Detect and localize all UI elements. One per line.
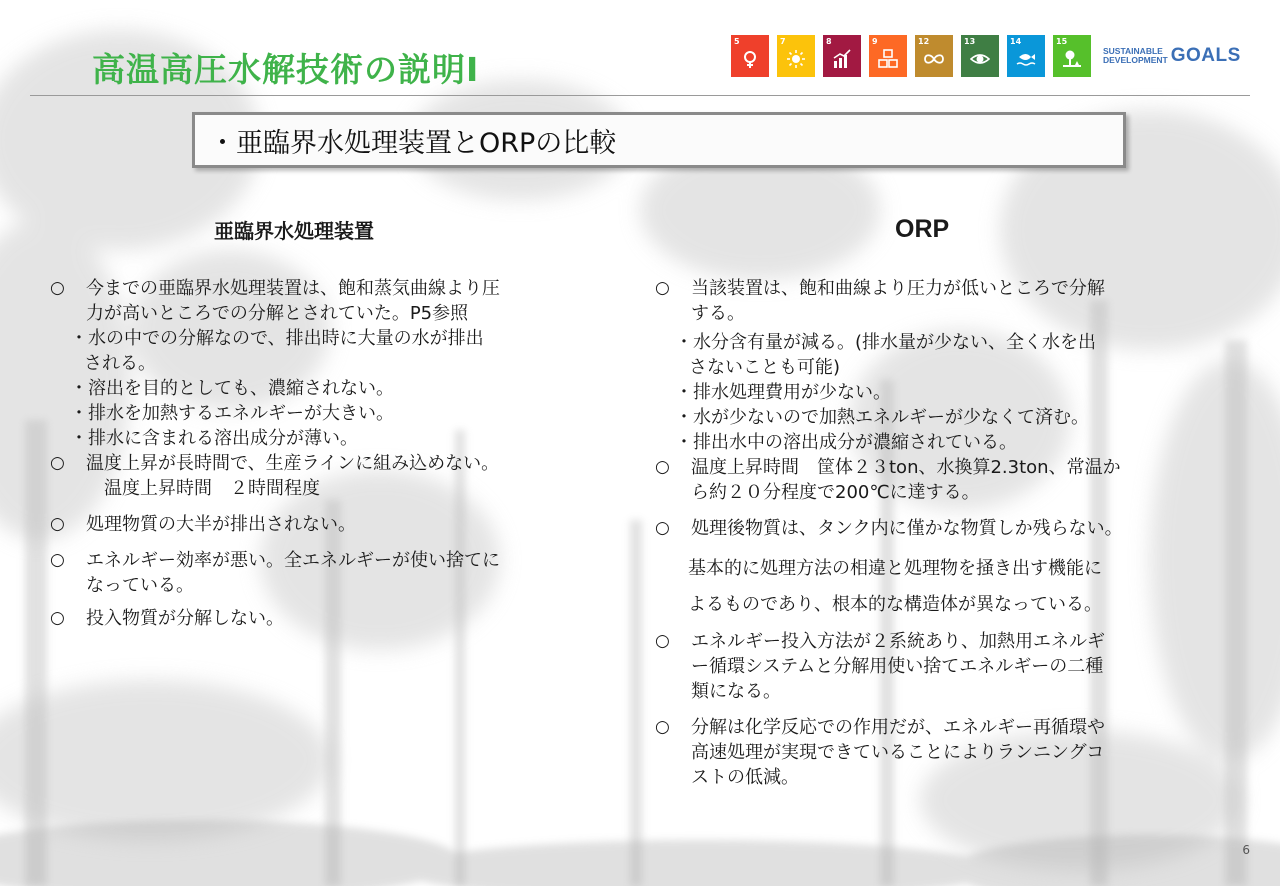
bullet-circle: ○ — [655, 717, 670, 737]
bullet-circle: ○ — [50, 278, 65, 298]
sub-item: ・水の中での分解なので、排出時に大量の水が排出 — [70, 328, 484, 349]
left-column — [50, 276, 640, 631]
sub-item: ・排出水中の溶出成分が濃縮されている。 — [675, 432, 1017, 453]
infinity-icon — [924, 49, 944, 69]
sdg-number: 5 — [734, 37, 740, 46]
item-line: 力が高いところでの分解とされていた。P5参照 — [86, 303, 469, 324]
bullet-item — [50, 451, 640, 501]
sub-item: ・排水を加熱するエネルギーが大きい。 — [70, 403, 394, 424]
item-line: 処理物質の大半が排出されない。 — [86, 514, 356, 535]
sub-item: される。 — [84, 353, 156, 374]
bullet-circle: ○ — [50, 453, 65, 473]
item-line: ストの低減。 — [691, 767, 799, 788]
tree-land-icon — [1062, 49, 1082, 69]
item-line: 投入物質が分解しない。 — [86, 608, 284, 629]
bullet-circle: ○ — [655, 518, 670, 538]
sdg-logo-line2: DEVELOPMENT — [1103, 55, 1168, 65]
sub-item: ・溶出を目的としても、濃縮されない。 — [70, 378, 394, 399]
right-column — [655, 276, 1255, 790]
bullet-item — [50, 276, 640, 326]
sdg-number: 9 — [872, 37, 878, 46]
item-line: 処理後物質は、タンク内に僅かな物質しか残らない。 — [691, 518, 1123, 539]
item-line: 高速処理が実現できていることによりランニングコ — [691, 742, 1105, 763]
comparison-subtitle-box — [192, 112, 1126, 168]
cubes-industry-icon — [878, 49, 898, 69]
bullet-item — [655, 276, 1255, 326]
bullet-circle: ○ — [655, 631, 670, 651]
item-line: 今までの亜臨界水処理装置は、飽和蒸気曲線より圧 — [86, 278, 500, 299]
sdg-tile-13 — [961, 35, 999, 77]
sub-item: ・水分含有量が減る。(排水量が少ない、全く水を出 — [675, 332, 1097, 353]
sub-item: さないことも可能) — [689, 357, 841, 378]
explanation-line: よるものであり、根本的な構造体が異なっている。 — [688, 594, 1102, 615]
left-column-heading: 亜臨界水処理装置 — [214, 219, 374, 243]
item-line: ー循環システムと分解用使い捨てエネルギーの二種 — [691, 656, 1104, 677]
sdg-number: 15 — [1056, 37, 1068, 46]
sdg-number: 12 — [918, 37, 930, 46]
bullet-item — [50, 548, 640, 598]
sdg-tile-14 — [1007, 35, 1045, 77]
sub-item: ・排水処理費用が少ない。 — [675, 382, 891, 403]
globe-eye-icon — [970, 49, 990, 69]
sdg-tile-7 — [777, 35, 815, 77]
sdg-number: 8 — [826, 37, 832, 46]
bullet-item — [655, 715, 1255, 790]
item-line: 当該装置は、飽和曲線より圧力が低いところで分解 — [691, 278, 1105, 299]
bullet-circle: ○ — [50, 608, 65, 628]
bullet-item — [655, 629, 1255, 704]
item-line: なっている。 — [86, 575, 194, 596]
sun-energy-icon — [786, 49, 806, 69]
bullet-item — [655, 455, 1255, 505]
sdg-number: 7 — [780, 37, 786, 46]
growth-chart-icon — [832, 49, 852, 69]
item-line: する。 — [691, 303, 745, 324]
page-number: 6 — [1242, 843, 1250, 857]
right-column-heading: ORP — [895, 215, 950, 243]
sdg-tile-12 — [915, 35, 953, 77]
bullet-item — [50, 512, 640, 537]
bullet-circle: ○ — [50, 514, 65, 534]
title-divider — [30, 95, 1250, 96]
bullet-item — [50, 606, 640, 631]
sdg-logo-line1: SUSTAINABLE — [1103, 45, 1163, 56]
fish-water-icon — [1016, 49, 1036, 69]
explanation-text — [655, 551, 1255, 623]
item-line: 分解は化学反応での作用だが、エネルギー再循環や — [691, 717, 1105, 738]
comparison-subtitle: ・亜臨界水処理装置とORPの比較 — [209, 127, 617, 159]
sdg-number: 14 — [1010, 37, 1022, 46]
slide-title: 高温高圧水解技術の説明Ⅰ — [92, 50, 480, 89]
item-line: 温度上昇時間 ２時間程度 — [86, 478, 320, 499]
gender-equality-icon — [740, 49, 760, 69]
sdg-tile-15 — [1053, 35, 1091, 77]
sdg-number: 13 — [964, 37, 976, 46]
item-line: ら約２０分程度で200℃に達する。 — [691, 482, 980, 503]
item-line: エネルギー投入方法が２系統あり、加熱用エネルギ — [691, 631, 1105, 652]
sub-item: ・排水に含まれる溶出成分が薄い。 — [70, 428, 358, 449]
sub-item: ・水が少ないので加熱エネルギーが少なくて済む。 — [675, 407, 1089, 428]
item-line: 類になる。 — [691, 681, 781, 702]
sdg-logo-goals: GOALS — [1170, 45, 1241, 66]
item-line: エネルギー効率が悪い。全エネルギーが使い捨てに — [86, 550, 500, 571]
bullet-circle: ○ — [50, 550, 65, 570]
sdg-icons — [731, 35, 1241, 81]
sdg-tile-8 — [823, 35, 861, 77]
sdg-tile-9 — [869, 35, 907, 77]
item-line: 温度上昇時間 筐体２３ton、水換算2.3ton、常温か — [691, 457, 1121, 478]
bullet-circle: ○ — [655, 278, 670, 298]
sdg-tile-5 — [731, 35, 769, 77]
sdg-logo — [1103, 35, 1241, 77]
bullet-circle: ○ — [655, 457, 670, 477]
item-line: 温度上昇が長時間で、生産ラインに組み込めない。 — [86, 453, 500, 474]
explanation-line: 基本的に処理方法の相違と処理物を掻き出す機能に — [688, 558, 1102, 579]
bullet-item — [655, 516, 1255, 541]
